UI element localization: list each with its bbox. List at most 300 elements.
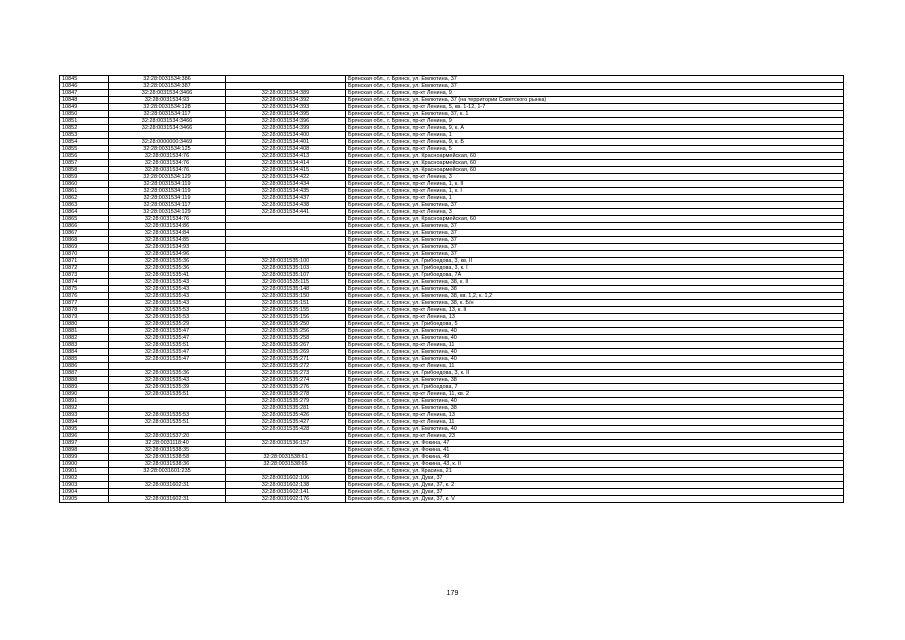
row-number-cell: 10854 [60,139,109,146]
building-cadastral-number-cell: 32:28:0031534:400 [226,132,346,139]
row-number-cell: 10878 [60,307,109,314]
table-row [60,279,844,286]
row-number-cell: 10885 [60,356,109,363]
address-cell: Брянская обл., г. Брянск, ул. Емлютина, 37 (на территории Советского рынка) [346,97,844,104]
row-number-cell: 10859 [60,174,109,181]
building-cadastral-number-cell: 32:28:0031535:256 [226,328,346,335]
land-cadastral-number-cell: 32:28:0031602:31 [109,482,226,489]
address-cell: Брянская обл., г. Брянск, пр-кт Ленина, 5 [346,146,844,153]
row-number-cell: 10901 [60,468,109,475]
address-cell: Брянская обл., г. Брянск, ул. Грибоедова, 3, кв. II [346,258,844,265]
building-cadastral-number-cell: 32:28:0031535:250 [226,321,346,328]
land-cadastral-number-cell: 32:28:0031538:58 [109,454,226,461]
row-number-cell: 10896 [60,433,109,440]
address-cell: Брянская обл., г. Брянск, ул. Емлютина, 40 [346,426,844,433]
building-cadastral-number-cell: 32:28:0031534:395 [226,111,346,118]
address-cell: Брянская обл., г. Брянск, пр-кт Ленина, 11 [346,363,844,370]
land-cadastral-number-cell: 32:28:0031534:3466 [109,90,226,97]
land-cadastral-number-cell: 32:28:0031534:119 [109,181,226,188]
land-cadastral-number-cell: 32:28:0031534:76 [109,153,226,160]
address-cell: Брянская обл., г. Брянск, ул. Грибоедова, 5 [346,321,844,328]
table-row [60,342,844,349]
building-cadastral-number-cell [226,433,346,440]
row-number-cell: 10866 [60,223,109,230]
land-cadastral-number-cell: 32:28:0031535:43 [109,279,226,286]
land-cadastral-number-cell [109,475,226,482]
land-cadastral-number-cell: 32:28:0031535:51 [109,391,226,398]
table-row [60,440,844,447]
address-cell: Брянская обл., г. Брянск, пр-кт Ленина, 9, к. А [346,125,844,132]
address-cell: Брянская обл., г. Брянск, ул. Красноармейская, 60 [346,216,844,223]
table-row [60,104,844,111]
row-number-cell: 10872 [60,265,109,272]
building-cadastral-number-cell: 32:28:0031534:392 [226,97,346,104]
building-cadastral-number-cell: 32:28:0031535:150 [226,293,346,300]
address-cell: Брянская обл., г. Брянск, ул. Фокина, 41 [346,447,844,454]
row-number-cell: 10852 [60,125,109,132]
building-cadastral-number-cell: 32:28:0031535:428 [226,426,346,433]
land-cadastral-number-cell: 32:28:0031534:3466 [109,125,226,132]
table-row [60,461,844,468]
building-cadastral-number-cell: 32:28:0031602:176 [226,496,346,503]
row-number-cell: 10884 [60,349,109,356]
address-cell: Брянская обл., г. Брянск, пр-кт Ленина, 11 [346,419,844,426]
land-cadastral-number-cell: 32:28:0031534:129 [109,209,226,216]
building-cadastral-number-cell [226,244,346,251]
land-cadastral-number-cell: 32:28:0031535:47 [109,328,226,335]
address-cell: Брянская обл., г. Брянск, ул. Емлютина, 37 [346,83,844,90]
land-cadastral-number-cell: 32:28:0031535:36 [109,265,226,272]
building-cadastral-number-cell: 32:28:0031535:258 [226,335,346,342]
row-number-cell: 10904 [60,489,109,496]
row-number-cell: 10868 [60,237,109,244]
land-cadastral-number-cell: 32:28:0031535:47 [109,335,226,342]
row-number-cell: 10880 [60,321,109,328]
table-row [60,433,844,440]
table-row [60,489,844,496]
address-cell: Брянская обл., г. Брянск, пр-кт Ленина, 1, к. II [346,181,844,188]
table-row [60,454,844,461]
table-row [60,328,844,335]
building-cadastral-number-cell: 32:28:0031535:267 [226,342,346,349]
land-cadastral-number-cell: 32:28:0031534:119 [109,195,226,202]
address-cell: Брянская обл., г. Брянск, ул. Емлютина, 40 [346,349,844,356]
address-cell: Брянская обл., г. Брянск, пр-кт Ленина, 9, к. Б [346,139,844,146]
land-cadastral-number-cell: 32:28:0031535:53 [109,412,226,419]
page-number: 179 [446,590,459,597]
table-row [60,356,844,363]
address-cell: Брянская обл., г. Брянск, пр-кт Ленина, 11, кв. 2 [346,391,844,398]
table-row [60,475,844,482]
table-row [60,97,844,104]
land-cadastral-number-cell [109,489,226,496]
land-cadastral-number-cell: 32:28:0031535:47 [109,356,226,363]
land-cadastral-number-cell: 32:28:0031534:117 [109,202,226,209]
land-cadastral-number-cell: 32:28:0031535:51 [109,419,226,426]
table-row [60,447,844,454]
land-cadastral-number-cell [109,363,226,370]
row-number-cell: 10867 [60,230,109,237]
building-cadastral-number-cell: 32:28:0031535:271 [226,356,346,363]
row-number-cell: 10883 [60,342,109,349]
table-row [60,90,844,97]
table-row [60,426,844,433]
building-cadastral-number-cell: 32:28:0031535:107 [226,272,346,279]
land-cadastral-number-cell: 32:28:0031534:85 [109,237,226,244]
address-cell: Брянская обл., г. Брянск, пр-кт Ленина, 1, к. I [346,188,844,195]
address-cell: Брянская обл., г. Брянск, ул. Дуки, 37 [346,475,844,482]
building-cadastral-number-cell [226,230,346,237]
table-row [60,83,844,90]
land-cadastral-number-cell: 32:28:0031534:387 [109,83,226,90]
building-cadastral-number-cell: 32:28:0031535:155 [226,307,346,314]
row-number-cell: 10858 [60,167,109,174]
row-number-cell: 10894 [60,419,109,426]
address-cell: Брянская обл., г. Брянск, ул. Дуки, 37, к. V [346,496,844,503]
address-cell: Брянская обл., г. Брянск, ул. Красноармейская, 60 [346,167,844,174]
table-row [60,265,844,272]
table-row [60,300,844,307]
table-row [60,293,844,300]
building-cadastral-number-cell: 32:28:0031535:274 [226,377,346,384]
row-number-cell: 10849 [60,104,109,111]
table-row [60,335,844,342]
building-cadastral-number-cell: 32:28:0031534:438 [226,202,346,209]
row-number-cell: 10865 [60,216,109,223]
building-cadastral-number-cell: 32:28:0031535:426 [226,412,346,419]
table-row [60,146,844,153]
table-row [60,237,844,244]
land-cadastral-number-cell: 32:28:0031534:3466 [109,118,226,125]
building-cadastral-number-cell: 32:28:0031538:61 [226,454,346,461]
building-cadastral-number-cell: 32:28:0031535:281 [226,405,346,412]
row-number-cell: 10863 [60,202,109,209]
land-cadastral-number-cell: 32:28:0031534:76 [109,160,226,167]
row-number-cell: 10888 [60,377,109,384]
building-cadastral-number-cell [226,216,346,223]
row-number-cell: 10870 [60,251,109,258]
building-cadastral-number-cell: 32:28:0031535:273 [226,370,346,377]
table-row [60,251,844,258]
land-cadastral-number-cell: 32:28:0031534:93 [109,244,226,251]
address-cell: Брянская обл., г. Брянск, ул. Грибоедова, 3, к. II [346,370,844,377]
land-cadastral-number-cell [109,405,226,412]
address-cell: Брянская обл., г. Брянск, ул. Емлютина, 38, к. Б/н [346,300,844,307]
land-cadastral-number-cell: 32:28:0031538:36 [109,461,226,468]
row-number-cell: 10895 [60,426,109,433]
address-cell: Брянская обл., г. Брянск, пр-кт Ленина, 11 [346,342,844,349]
table-row [60,132,844,139]
row-number-cell: 10855 [60,146,109,153]
address-cell: Брянская обл., г. Брянск, ул. Фокина, 47 [346,440,844,447]
table-row [60,258,844,265]
land-cadastral-number-cell: 32:28:0031534:129 [109,174,226,181]
land-cadastral-number-cell: 32:28:0031535:43 [109,377,226,384]
row-number-cell: 10862 [60,195,109,202]
building-cadastral-number-cell: 32:28:0031534:393 [226,104,346,111]
row-number-cell: 10845 [60,76,109,83]
row-number-cell: 10864 [60,209,109,216]
row-number-cell: 10905 [60,496,109,503]
building-cadastral-number-cell [226,223,346,230]
row-number-cell: 10892 [60,405,109,412]
building-cadastral-number-cell: 32:28:0031535:151 [226,300,346,307]
land-cadastral-number-cell: 32:28:0031535:47 [109,349,226,356]
land-cadastral-number-cell: 32:28:0031534:117 [109,111,226,118]
row-number-cell: 10875 [60,286,109,293]
row-number-cell: 10877 [60,300,109,307]
address-cell: Брянская обл., г. Брянск, пр-кт Ленина, 13 [346,412,844,419]
land-cadastral-number-cell: 32:28:0031535:29 [109,321,226,328]
address-cell: Брянская обл., г. Брянск, пр-кт Ленина, 1 [346,132,844,139]
row-number-cell: 10846 [60,83,109,90]
table-row [60,230,844,237]
table-row [60,174,844,181]
row-number-cell: 10900 [60,461,109,468]
address-cell: Брянская обл., г. Брянск, ул. Фокина, 43, к. II [346,461,844,468]
building-cadastral-number-cell: 32:28:0031535:115 [226,279,346,286]
row-number-cell: 10860 [60,181,109,188]
land-cadastral-number-cell: 32:28:0031535:43 [109,286,226,293]
row-number-cell: 10857 [60,160,109,167]
land-cadastral-number-cell: 32:28:0031534:86 [109,223,226,230]
building-cadastral-number-cell: 32:28:0031535:427 [226,419,346,426]
table-row [60,370,844,377]
address-cell: Брянская обл., г. Брянск, пр-кт Ленина, 23 [346,433,844,440]
table-row [60,398,844,405]
building-cadastral-number-cell: 32:28:0031535:272 [226,363,346,370]
registry-table-body [60,76,844,503]
row-number-cell: 10902 [60,475,109,482]
table-row [60,468,844,475]
building-cadastral-number-cell: 32:28:0031535:276 [226,384,346,391]
land-cadastral-number-cell: 32:28:0031534:125 [109,146,226,153]
address-cell: Брянская обл., г. Брянск, ул. Емлютина, 38, кв. 1,2, к. 1,2 [346,293,844,300]
land-cadastral-number-cell: 32:28:0031535:39 [109,384,226,391]
table-row [60,272,844,279]
table-row [60,167,844,174]
address-cell: Брянская обл., г. Брянск, ул. Емлютина, 38 [346,377,844,384]
building-cadastral-number-cell: 32:28:0031534:389 [226,90,346,97]
table-row [60,118,844,125]
land-cadastral-number-cell: 32:28:0031535:36 [109,370,226,377]
address-cell: Брянская обл., г. Брянск, ул. Грибоедова, 3, к. I [346,265,844,272]
address-cell: Брянская обл., г. Брянск, ул. Красина, 21 [346,468,844,475]
table-row [60,377,844,384]
land-cadastral-number-cell: 32:28:0031535:53 [109,314,226,321]
land-cadastral-number-cell: 32:28:0031535:36 [109,258,226,265]
row-number-cell: 10871 [60,258,109,265]
building-cadastral-number-cell: 32:28:0031534:415 [226,167,346,174]
building-cadastral-number-cell: 32:28:0031535:278 [226,391,346,398]
address-cell: Брянская обл., г. Брянск, пр-кт Ленина, 3 [346,174,844,181]
address-cell: Брянская обл., г. Брянск, пр-кт Ленина, 3 [346,209,844,216]
land-cadastral-number-cell: 32:28:0031535:51 [109,342,226,349]
row-number-cell: 10899 [60,454,109,461]
row-number-cell: 10898 [60,447,109,454]
building-cadastral-number-cell [226,237,346,244]
building-cadastral-number-cell: 32:28:0031534:401 [226,139,346,146]
address-cell: Брянская обл., г. Брянск, ул. Грибоедова, 7 [346,384,844,391]
row-number-cell: 10876 [60,293,109,300]
address-cell: Брянская обл., г. Брянск, ул. Фокина, 49 [346,454,844,461]
building-cadastral-number-cell: 32:28:0031534:408 [226,146,346,153]
table-row [60,160,844,167]
row-number-cell: 10879 [60,314,109,321]
land-cadastral-number-cell [109,132,226,139]
building-cadastral-number-cell: 32:28:0031534:422 [226,174,346,181]
table-row [60,349,844,356]
row-number-cell: 10897 [60,440,109,447]
building-cadastral-number-cell: 32:28:0031535:269 [226,349,346,356]
row-number-cell: 10847 [60,90,109,97]
land-cadastral-number-cell: 32:28:0031534:93 [109,97,226,104]
address-cell: Брянская обл., г. Брянск, ул. Емлютина, 37, к. 1 [346,111,844,118]
table-row [60,286,844,293]
address-cell: Брянская обл., г. Брянск, ул. Емлютина, 37 [346,237,844,244]
land-cadastral-number-cell: 32:28:0031602:31 [109,496,226,503]
land-cadastral-number-cell: 32:28:0031535:41 [109,272,226,279]
address-cell: Брянская обл., г. Брянск, ул. Емлютина, 40 [346,356,844,363]
building-cadastral-number-cell: 32:28:0031534:434 [226,181,346,188]
table-row [60,419,844,426]
address-cell: Брянская обл., г. Брянск, ул. Емлютина, 37 [346,202,844,209]
table-row [60,412,844,419]
table-row [60,391,844,398]
row-number-cell: 10889 [60,384,109,391]
land-cadastral-number-cell: 32:28:0031534:84 [109,230,226,237]
table-row [60,76,844,83]
address-cell: Брянская обл., г. Брянск, пр-кт Ленина, 13 [346,314,844,321]
address-cell: Брянская обл., г. Брянск, ул. Емлютина, 37 [346,244,844,251]
row-number-cell: 10882 [60,335,109,342]
address-cell: Брянская обл., г. Брянск, ул. Емлютина, 37 [346,223,844,230]
building-cadastral-number-cell: 32:28:0031602:138 [226,482,346,489]
address-cell: Брянская обл., г. Брянск, ул. Емлютина, 40 [346,335,844,342]
building-cadastral-number-cell: 32:28:0031538:65 [226,461,346,468]
land-cadastral-number-cell: 32:28:0031537:20 [109,433,226,440]
address-cell: Брянская обл., г. Брянск, ул. Дуки, 37 [346,489,844,496]
table-row [60,209,844,216]
table-row [60,181,844,188]
row-number-cell: 10887 [60,370,109,377]
table-row [60,307,844,314]
address-cell: Брянская обл., г. Брянск, пр-кт Ленина, 9 [346,90,844,97]
building-cadastral-number-cell: 32:28:0031535:156 [226,314,346,321]
table-row [60,153,844,160]
land-cadastral-number-cell: 32:28:0000000:3469 [109,139,226,146]
address-cell: Брянская обл., г. Брянск, ул. Емлютина, 38, к. II [346,279,844,286]
registry-table [59,75,844,503]
building-cadastral-number-cell: 32:28:0031534:414 [226,160,346,167]
row-number-cell: 10856 [60,153,109,160]
building-cadastral-number-cell [226,83,346,90]
land-cadastral-number-cell: 32:28:0031538:35 [109,447,226,454]
row-number-cell: 10886 [60,363,109,370]
building-cadastral-number-cell: 32:28:0031534:435 [226,188,346,195]
row-number-cell: 10853 [60,132,109,139]
land-cadastral-number-cell: 32:28:0031535:53 [109,307,226,314]
land-cadastral-number-cell: 32:28:0031534:128 [109,104,226,111]
land-cadastral-number-cell: 32:28:0031535:43 [109,300,226,307]
table-row [60,321,844,328]
table-row [60,244,844,251]
building-cadastral-number-cell: 32:28:0031534:441 [226,209,346,216]
address-cell: Брянская обл., г. Брянск, пр-кт Ленина, 9 [346,118,844,125]
address-cell: Брянская обл., г. Брянск, ул. Дуки, 37, к. 2 [346,482,844,489]
building-cadastral-number-cell: 32:28:0031536:157 [226,440,346,447]
land-cadastral-number-cell: 32:28:0031534:76 [109,216,226,223]
building-cadastral-number-cell: 32:28:0031602:106 [226,475,346,482]
land-cadastral-number-cell: 32:28:0031534:76 [109,167,226,174]
address-cell: Брянская обл., г. Брянск, ул. Грибоедова, 7А [346,272,844,279]
address-cell: Брянская обл., г. Брянск, ул. Емлютина, 37 [346,76,844,83]
address-cell: Брянская обл., г. Брянск, ул. Емлютина, 37 [346,230,844,237]
table-row [60,384,844,391]
address-cell: Брянская обл., г. Брянск, ул. Емлютина, 38 [346,286,844,293]
building-cadastral-number-cell [226,468,346,475]
building-cadastral-number-cell: 32:28:0031602:141 [226,489,346,496]
table-row [60,195,844,202]
building-cadastral-number-cell: 32:28:0031535:279 [226,398,346,405]
row-number-cell: 10848 [60,97,109,104]
row-number-cell: 10874 [60,279,109,286]
row-number-cell: 10873 [60,272,109,279]
address-cell: Брянская обл., г. Брянск, пр-кт Ленина, 5, кв. 1-12, 1-7 [346,104,844,111]
land-cadastral-number-cell: 32:28:0031118:40 [109,440,226,447]
row-number-cell: 10903 [60,482,109,489]
building-cadastral-number-cell: 32:28:0031534:437 [226,195,346,202]
land-cadastral-number-cell: 32:28:0031534:386 [109,76,226,83]
row-number-cell: 10893 [60,412,109,419]
table-row [60,216,844,223]
row-number-cell: 10890 [60,391,109,398]
building-cadastral-number-cell: 32:28:0031535:100 [226,258,346,265]
table-row [60,482,844,489]
land-cadastral-number-cell [109,398,226,405]
building-cadastral-number-cell: 32:28:0031535:103 [226,265,346,272]
row-number-cell: 10861 [60,188,109,195]
land-cadastral-number-cell: 32:28:0031534:119 [109,188,226,195]
table-row [60,125,844,132]
address-cell: Брянская обл., г. Брянск, пр-кт Ленина, 13, к. II [346,307,844,314]
row-number-cell: 10851 [60,118,109,125]
building-cadastral-number-cell [226,251,346,258]
row-number-cell: 10881 [60,328,109,335]
table-row [60,363,844,370]
address-cell: Брянская обл., г. Брянск, ул. Емлютина, 40 [346,328,844,335]
table-row [60,223,844,230]
address-cell: Брянская обл., г. Брянск, ул. Красноармейская, 60 [346,153,844,160]
address-cell: Брянская обл., г. Брянск, ул. Емлютина, 38 [346,405,844,412]
land-cadastral-number-cell: 32:28:0031601:235 [109,468,226,475]
building-cadastral-number-cell: 32:28:0031534:396 [226,118,346,125]
table-row [60,139,844,146]
table-row [60,314,844,321]
land-cadastral-number-cell [109,426,226,433]
address-cell: Брянская обл., г. Брянск, ул. Красноармейская, 60 [346,160,844,167]
building-cadastral-number-cell: 32:28:0031534:413 [226,153,346,160]
address-cell: Брянская обл., г. Брянск, пр-кт Ленина, 1 [346,195,844,202]
building-cadastral-number-cell: 32:28:0031535:148 [226,286,346,293]
table-row [60,188,844,195]
table-row [60,111,844,118]
table-row [60,405,844,412]
row-number-cell: 10850 [60,111,109,118]
land-cadastral-number-cell: 32:28:0031535:43 [109,293,226,300]
table-row [60,202,844,209]
building-cadastral-number-cell [226,76,346,83]
